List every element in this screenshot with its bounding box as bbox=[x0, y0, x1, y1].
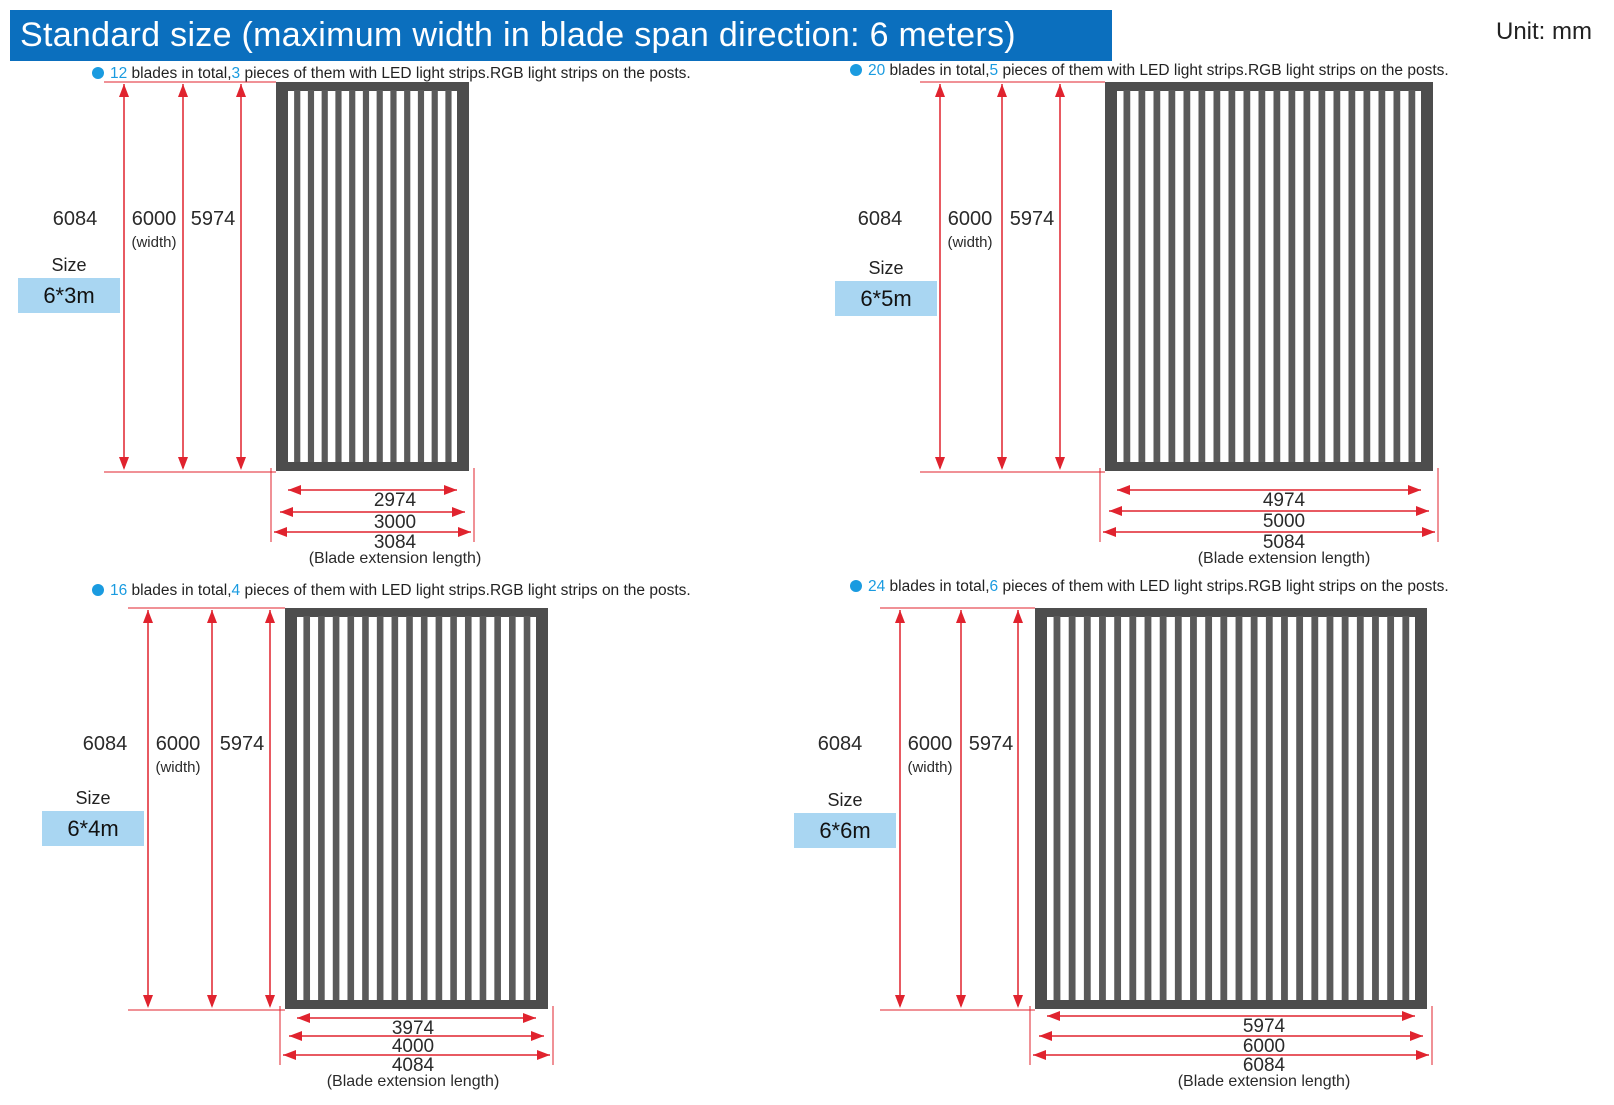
blade bbox=[1184, 90, 1191, 462]
height-outer-label: 6084 bbox=[82, 733, 128, 755]
arrow-right-icon bbox=[1402, 1011, 1415, 1021]
blade bbox=[1296, 616, 1303, 1000]
bottom-beam bbox=[1035, 1000, 1427, 1009]
blade bbox=[294, 90, 300, 462]
led-count: 6 bbox=[989, 578, 999, 595]
blade bbox=[1124, 90, 1131, 462]
arrow-up-icon bbox=[895, 610, 905, 623]
blade bbox=[1289, 90, 1296, 462]
arrow-left-icon bbox=[1033, 1050, 1046, 1060]
blade-extension-note: (Blade extension length) bbox=[1197, 550, 1371, 567]
blade bbox=[318, 616, 325, 1000]
arrow-down-icon bbox=[935, 457, 945, 470]
caption-text: pieces of them with LED light strips.RGB light strips on the posts. bbox=[240, 582, 691, 599]
caption-text: pieces of them with LED light strips.RGB light strips on the posts. bbox=[998, 62, 1449, 79]
right-post bbox=[457, 82, 469, 470]
blade bbox=[1327, 616, 1334, 1000]
blade bbox=[436, 616, 443, 1000]
blade bbox=[1145, 616, 1152, 1000]
arrow-down-icon bbox=[207, 995, 217, 1008]
blade bbox=[1114, 616, 1121, 1000]
caption-text: blades in total, bbox=[127, 582, 232, 599]
arrow-right-icon bbox=[537, 1050, 550, 1060]
blade bbox=[1364, 90, 1371, 462]
arrow-left-icon bbox=[1117, 485, 1130, 495]
right-post bbox=[536, 608, 548, 1008]
arrow-left-icon bbox=[288, 485, 301, 495]
arrow-up-icon bbox=[178, 84, 188, 97]
blade bbox=[524, 616, 531, 1000]
blade bbox=[377, 90, 383, 462]
width-outer-label: 3084 bbox=[373, 532, 417, 553]
blade bbox=[465, 616, 472, 1000]
width-mid-label: 6000 bbox=[1242, 1036, 1286, 1057]
blade bbox=[1281, 616, 1288, 1000]
arrow-right-icon bbox=[1422, 527, 1435, 537]
blade-count: 20 bbox=[868, 62, 886, 79]
height-outer-label: 6084 bbox=[52, 208, 98, 230]
arrow-right-icon bbox=[444, 485, 457, 495]
arrow-right-icon bbox=[452, 507, 465, 517]
blade bbox=[303, 616, 310, 1000]
arrow-up-icon bbox=[997, 84, 1007, 97]
blade bbox=[333, 616, 340, 1000]
arrow-up-icon bbox=[143, 610, 153, 623]
blade bbox=[1229, 90, 1236, 462]
caption-text: blades in total, bbox=[885, 62, 990, 79]
arrow-down-icon bbox=[895, 995, 905, 1008]
width-inner-label: 4974 bbox=[1262, 490, 1306, 511]
blade bbox=[1236, 616, 1243, 1000]
height-inner-label: 5974 bbox=[968, 733, 1014, 755]
arrow-down-icon bbox=[956, 995, 966, 1008]
bullet-icon bbox=[850, 64, 862, 76]
blade bbox=[1357, 616, 1364, 1000]
blade bbox=[1259, 90, 1266, 462]
blade bbox=[1205, 616, 1212, 1000]
blade bbox=[1319, 90, 1326, 462]
size-badge: 6*3m bbox=[18, 278, 120, 313]
arrow-left-icon bbox=[289, 1031, 302, 1041]
arrow-right-icon bbox=[1416, 1050, 1429, 1060]
arrow-down-icon bbox=[1055, 457, 1065, 470]
blade bbox=[1251, 616, 1258, 1000]
blade bbox=[1220, 616, 1227, 1000]
blade bbox=[1214, 90, 1221, 462]
arrow-down-icon bbox=[119, 457, 129, 470]
arrow-down-icon bbox=[265, 995, 275, 1008]
height-outer-label: 6084 bbox=[817, 733, 863, 755]
blade bbox=[1084, 616, 1091, 1000]
left-post bbox=[276, 82, 288, 470]
blade bbox=[450, 616, 457, 1000]
arrow-left-icon bbox=[283, 1050, 296, 1060]
size-badge: 6*4m bbox=[42, 811, 144, 846]
arrow-down-icon bbox=[236, 457, 246, 470]
width-inner-label: 3974 bbox=[391, 1018, 435, 1039]
height-mid-label: 6000 bbox=[907, 733, 953, 755]
arrow-right-icon bbox=[531, 1031, 544, 1041]
size-label: Size bbox=[827, 790, 863, 810]
blade bbox=[1409, 90, 1416, 462]
top-beam bbox=[1105, 82, 1433, 91]
blade bbox=[335, 90, 341, 462]
height-outer-label: 6084 bbox=[857, 208, 903, 230]
caption-text: blades in total, bbox=[885, 578, 990, 595]
size-badge: 6*5m bbox=[835, 281, 937, 316]
blade-count: 12 bbox=[110, 65, 128, 82]
blade bbox=[1402, 616, 1409, 1000]
height-mid-label: 6000 bbox=[155, 733, 201, 755]
width-outer-label: 6084 bbox=[1242, 1055, 1286, 1076]
blade bbox=[1099, 616, 1106, 1000]
arrow-right-icon bbox=[523, 1013, 536, 1023]
top-beam bbox=[276, 82, 469, 91]
width-inner-label: 5974 bbox=[1242, 1016, 1286, 1037]
blade bbox=[1244, 90, 1251, 462]
left-post bbox=[285, 608, 297, 1008]
height-inner-label: 5974 bbox=[219, 733, 265, 755]
led-count: 3 bbox=[231, 65, 241, 82]
blade bbox=[1334, 90, 1341, 462]
blade bbox=[406, 616, 413, 1000]
blade bbox=[1349, 90, 1356, 462]
blade bbox=[390, 90, 396, 462]
arrow-down-icon bbox=[143, 995, 153, 1008]
arrow-left-icon bbox=[274, 527, 287, 537]
blade bbox=[494, 616, 501, 1000]
arrow-left-icon bbox=[1109, 506, 1122, 516]
height-mid-label: 6000 bbox=[947, 208, 993, 230]
width-note: (width) bbox=[131, 234, 177, 251]
bottom-beam bbox=[1105, 462, 1433, 471]
blade bbox=[404, 90, 410, 462]
arrow-right-icon bbox=[1408, 485, 1421, 495]
bullet-icon bbox=[850, 580, 862, 592]
arrow-up-icon bbox=[119, 84, 129, 97]
bottom-beam bbox=[276, 462, 469, 471]
blade-count: 24 bbox=[868, 578, 886, 595]
size-label: Size bbox=[75, 788, 111, 808]
blade bbox=[1190, 616, 1197, 1000]
blade bbox=[1139, 90, 1146, 462]
bottom-beam bbox=[285, 1000, 548, 1009]
caption-text: pieces of them with LED light strips.RGB light strips on the posts. bbox=[240, 65, 691, 82]
panel-caption bbox=[92, 582, 691, 600]
arrow-down-icon bbox=[1013, 995, 1023, 1008]
panel-caption bbox=[850, 62, 1449, 80]
width-note: (width) bbox=[907, 759, 953, 776]
arrow-up-icon bbox=[935, 84, 945, 97]
width-mid-label: 3000 bbox=[373, 512, 417, 533]
unit-label: Unit: mm bbox=[1496, 18, 1592, 45]
blade bbox=[1379, 90, 1386, 462]
blade bbox=[377, 616, 384, 1000]
arrow-left-icon bbox=[280, 507, 293, 517]
top-beam bbox=[285, 608, 548, 617]
blade bbox=[445, 90, 451, 462]
blade bbox=[1304, 90, 1311, 462]
right-post bbox=[1421, 82, 1433, 470]
arrow-up-icon bbox=[207, 610, 217, 623]
panel-caption bbox=[850, 578, 1449, 596]
arrow-up-icon bbox=[1013, 610, 1023, 623]
bullet-icon bbox=[92, 584, 104, 596]
right-post bbox=[1415, 608, 1427, 1008]
arrow-right-icon bbox=[1410, 1031, 1423, 1041]
width-outer-label: 4084 bbox=[391, 1055, 435, 1076]
panel-caption bbox=[92, 65, 691, 83]
width-outer-label: 5084 bbox=[1262, 532, 1306, 553]
blade bbox=[1266, 616, 1273, 1000]
arrow-down-icon bbox=[997, 457, 1007, 470]
led-count: 4 bbox=[231, 582, 241, 599]
blade-extension-note: (Blade extension length) bbox=[326, 1073, 500, 1090]
top-beam bbox=[1035, 608, 1427, 617]
page-title: Standard size (maximum width in blade span direction: 6 meters) bbox=[10, 10, 1112, 61]
blade bbox=[1129, 616, 1136, 1000]
left-post bbox=[1035, 608, 1047, 1008]
arrow-right-icon bbox=[458, 527, 471, 537]
blade bbox=[421, 616, 428, 1000]
arrow-up-icon bbox=[236, 84, 246, 97]
height-inner-label: 5974 bbox=[1009, 208, 1055, 230]
size-label: Size bbox=[868, 258, 904, 278]
blade bbox=[349, 90, 355, 462]
arrow-left-icon bbox=[297, 1013, 310, 1023]
blade bbox=[322, 90, 328, 462]
arrow-up-icon bbox=[265, 610, 275, 623]
bullet-icon bbox=[92, 67, 104, 79]
blade bbox=[1169, 90, 1176, 462]
blade bbox=[418, 90, 424, 462]
blade bbox=[1274, 90, 1281, 462]
blade bbox=[1387, 616, 1394, 1000]
blade bbox=[392, 616, 399, 1000]
blade-count: 16 bbox=[110, 582, 128, 599]
blade-extension-note: (Blade extension length) bbox=[308, 550, 482, 567]
blade bbox=[308, 90, 314, 462]
blade bbox=[1175, 616, 1182, 1000]
blade bbox=[363, 90, 369, 462]
blade bbox=[509, 616, 516, 1000]
blade bbox=[432, 90, 438, 462]
size-badge: 6*6m bbox=[794, 813, 896, 848]
blade bbox=[1069, 616, 1076, 1000]
blade-extension-note: (Blade extension length) bbox=[1177, 1073, 1351, 1090]
width-mid-label: 4000 bbox=[391, 1036, 435, 1057]
height-inner-label: 5974 bbox=[190, 208, 236, 230]
blade bbox=[362, 616, 369, 1000]
blade bbox=[1311, 616, 1318, 1000]
arrow-up-icon bbox=[956, 610, 966, 623]
width-note: (width) bbox=[155, 759, 201, 776]
width-mid-label: 5000 bbox=[1262, 511, 1306, 532]
led-count: 5 bbox=[989, 62, 999, 79]
blade bbox=[480, 616, 487, 1000]
caption-text: blades in total, bbox=[127, 65, 232, 82]
caption-text: pieces of them with LED light strips.RGB light strips on the posts. bbox=[998, 578, 1449, 595]
blade bbox=[1394, 90, 1401, 462]
arrow-left-icon bbox=[1047, 1011, 1060, 1021]
blade bbox=[1160, 616, 1167, 1000]
width-inner-label: 2974 bbox=[373, 490, 417, 511]
arrow-left-icon bbox=[1103, 527, 1116, 537]
size-label: Size bbox=[51, 255, 87, 275]
left-post bbox=[1105, 82, 1117, 470]
arrow-down-icon bbox=[178, 457, 188, 470]
blade bbox=[1342, 616, 1349, 1000]
blade bbox=[1054, 616, 1061, 1000]
arrow-left-icon bbox=[1039, 1031, 1052, 1041]
arrow-right-icon bbox=[1416, 506, 1429, 516]
blade bbox=[1199, 90, 1206, 462]
blade bbox=[1154, 90, 1161, 462]
arrow-up-icon bbox=[1055, 84, 1065, 97]
blade bbox=[347, 616, 354, 1000]
width-note: (width) bbox=[947, 234, 993, 251]
blade bbox=[1372, 616, 1379, 1000]
height-mid-label: 6000 bbox=[131, 208, 177, 230]
